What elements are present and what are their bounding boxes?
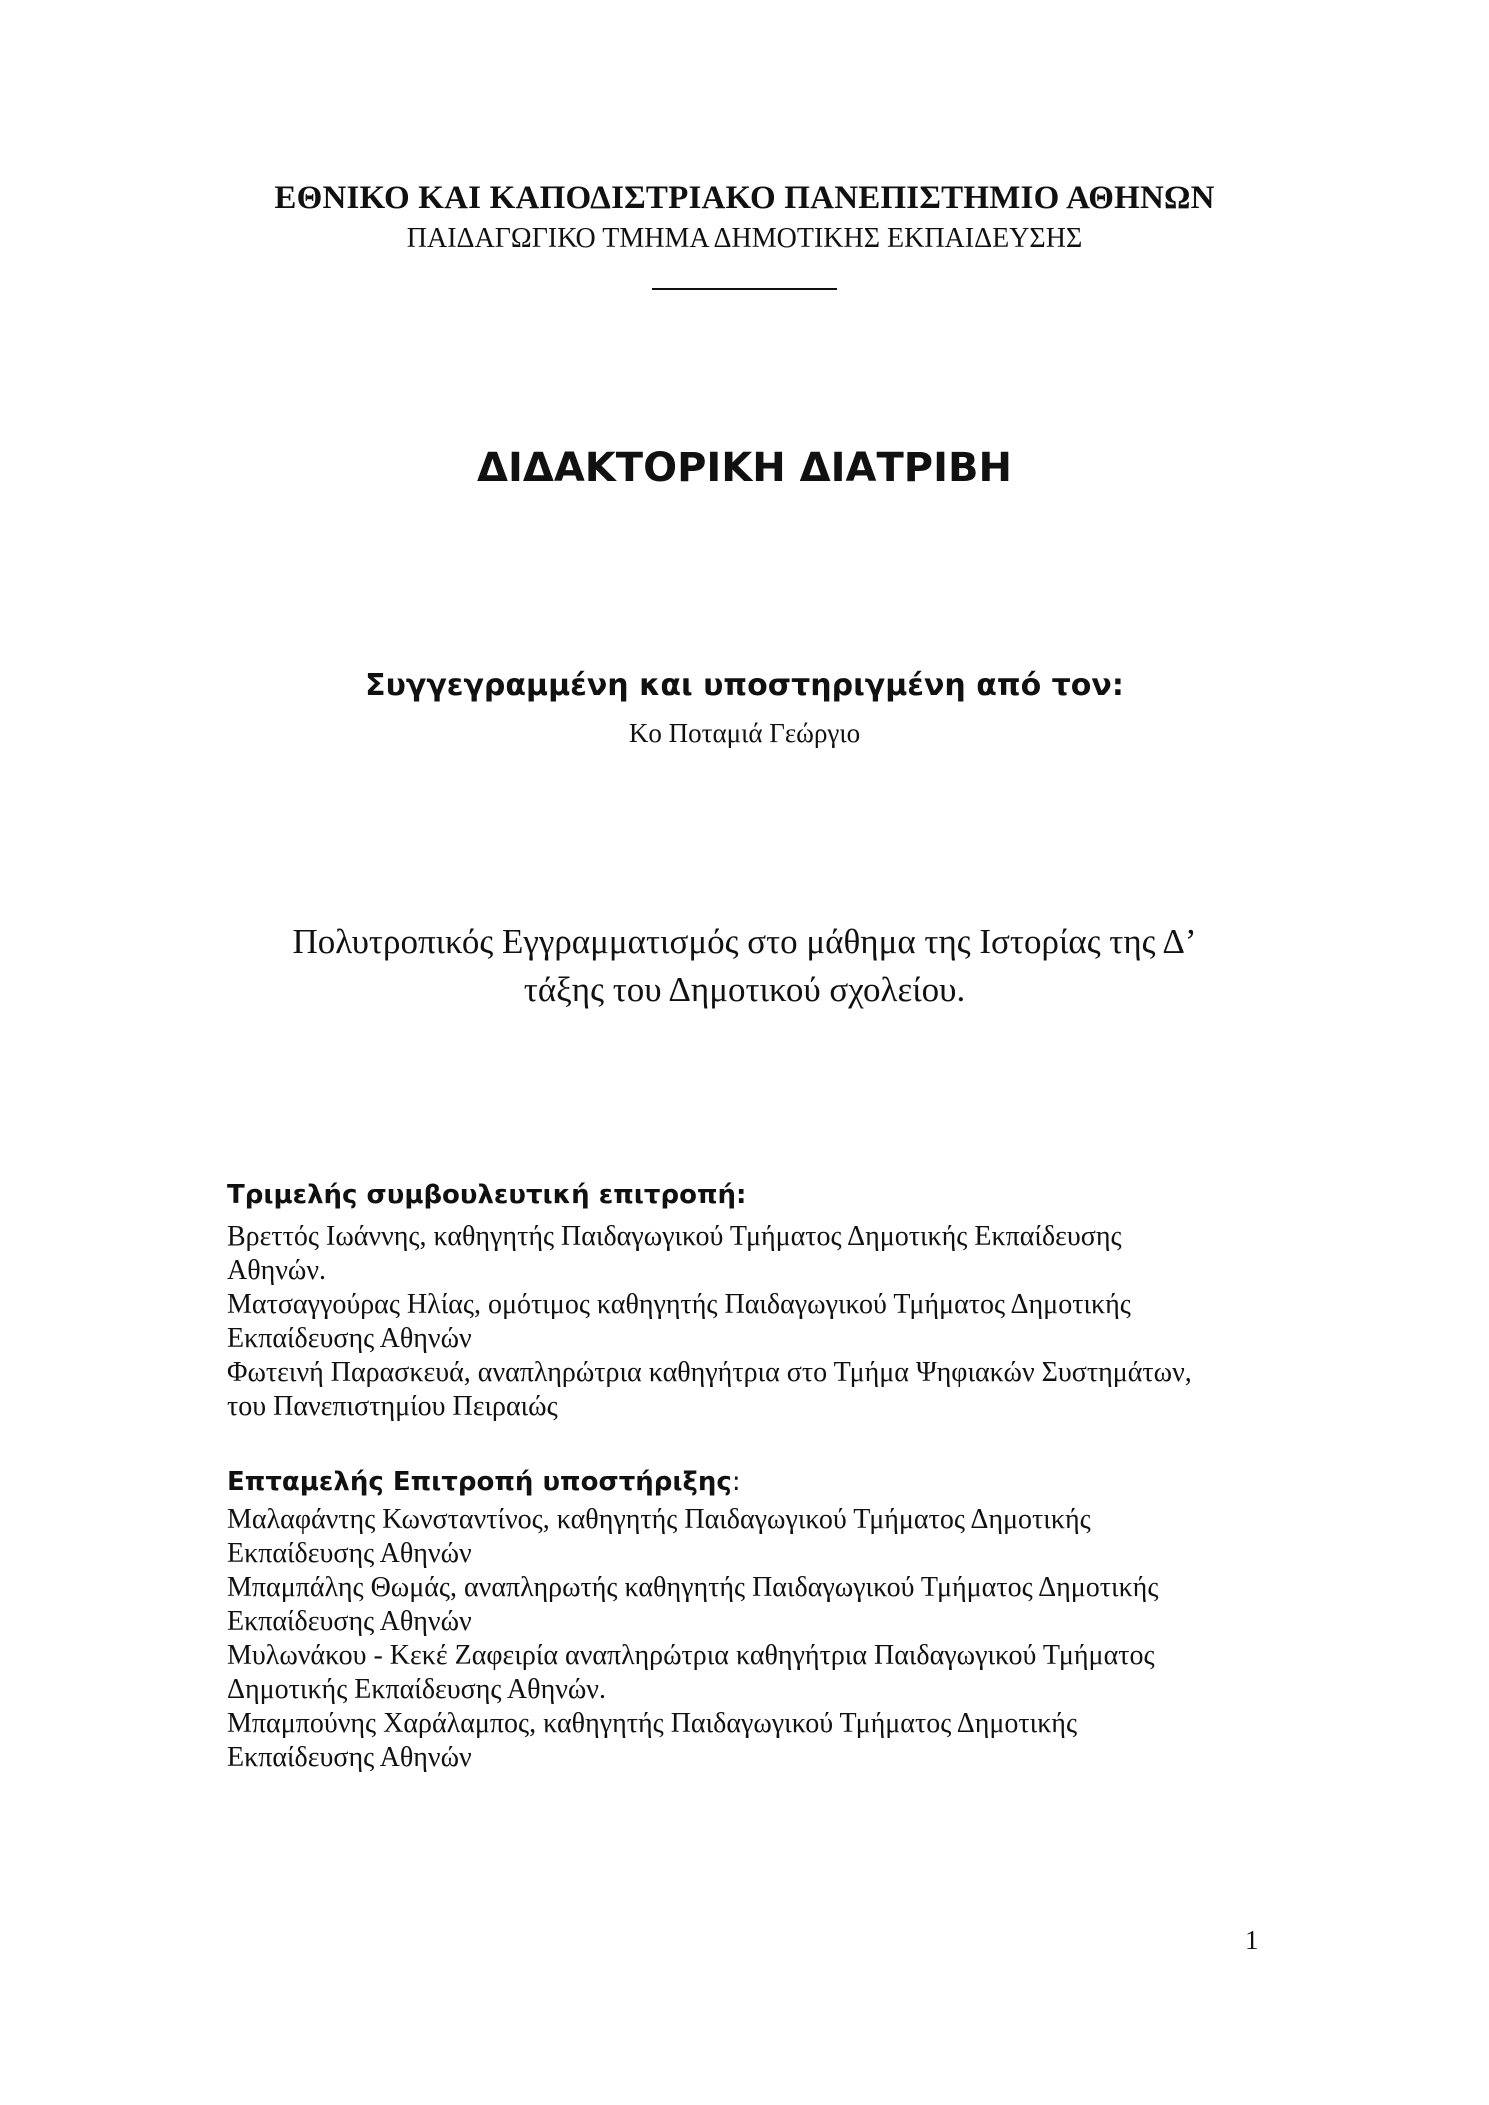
examining-committee — [227, 1465, 1287, 1775]
header-divider — [652, 288, 837, 290]
thesis-title-line-2: τάξης του Δημοτικού σχολείου. — [523, 970, 966, 1009]
committee-line: του Πανεπιστημίου Πειραιώς — [227, 1391, 558, 1422]
committee-line: Εκπαίδευσης Αθηνών — [227, 1606, 472, 1637]
authorship-label: Συγγεγραμμένη και υποστηριγμένη από τον: — [365, 668, 1124, 703]
committee-line: Δημοτικής Εκπαίδευσης Αθηνών. — [227, 1674, 606, 1705]
examining-committee-heading-text: Επταμελής Επιτροπή υποστήριξης — [227, 1467, 732, 1497]
thesis-title — [0, 918, 1489, 1014]
page-number: 1 — [1245, 1925, 1259, 1955]
committee-line: Εκπαίδευσης Αθηνών — [227, 1323, 472, 1354]
examining-committee-heading — [227, 1465, 1287, 1499]
advisory-committee-heading: Τριμελής συμβουλευτική επιτροπή: — [227, 1180, 747, 1210]
examining-committee-heading-colon: : — [731, 1467, 741, 1497]
committee-line: Εκπαίδευσης Αθηνών — [227, 1538, 472, 1569]
committee-line: Μυλωνάκου - Κεκέ Ζαφειρία αναπληρώτρια καθηγήτρια Παιδαγωγικού Τμήματος — [227, 1640, 1155, 1671]
department-name: ΠΑΙΔΑΓΩΓΙΚΟ ΤΜΗΜΑ ΔΗΜΟΤΙΚΗΣ ΕΚΠΑΙΔΕΥΣΗΣ — [406, 223, 1083, 254]
committee-line: Ματσαγγούρας Ηλίας, ομότιμος καθηγητής Παιδαγωγικού Τμήματος Δημοτικής — [227, 1289, 1131, 1320]
committee-line: Αθηνών. — [227, 1255, 327, 1286]
advisory-committee — [227, 1178, 1287, 1424]
committee-line: Μπαμπάλης Θωμάς, αναπληρωτής καθηγητής Παιδαγωγικού Τμήματος Δημοτικής — [227, 1572, 1159, 1603]
committee-line: Βρεττός Ιωάννης, καθηγητής Παιδαγωγικού Τμήματος Δημοτικής Εκπαίδευσης — [227, 1221, 1122, 1252]
committee-line: Φωτεινή Παρασκευά, αναπληρώτρια καθηγήτρια στο Τμήμα Ψηφιακών Συστημάτων, — [227, 1357, 1192, 1388]
committee-line: Μπαμπούνης Χαράλαμπος, καθηγητής Παιδαγωγικού Τμήματος Δημοτικής — [227, 1708, 1078, 1739]
committee-line: Εκπαίδευσης Αθηνών — [227, 1742, 472, 1773]
university-name: ΕΘΝΙΚΟ ΚΑΙ ΚΑΠΟΔΙΣΤΡΙΑΚΟ ΠΑΝΕΠΙΣΤΗΜΙΟ ΑΘΗΝΩΝ — [274, 180, 1215, 216]
thesis-title-line-1: Πολυτροπικός Εγγραμματισμός στο μάθημα της Ιστορίας της Δ’ — [292, 922, 1197, 961]
committee-line: Μαλαφάντης Κωνσταντίνος, καθηγητής Παιδαγωγικού Τμήματος Δημοτικής — [227, 1504, 1091, 1535]
document-type-title: ΔΙΔΑΚΤΟΡΙΚΗ ΔΙΑΤΡΙΒΗ — [477, 445, 1012, 491]
author-name: Κο Ποταμιά Γεώργιο — [628, 718, 861, 748]
